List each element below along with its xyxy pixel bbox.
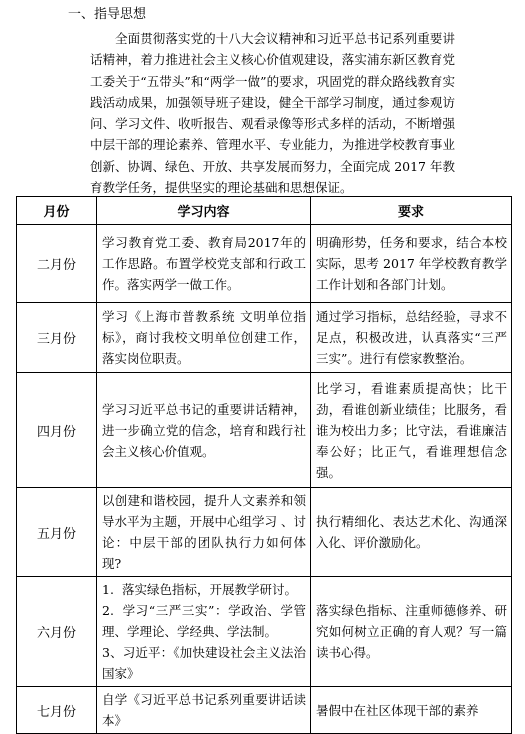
content-item — [102, 642, 306, 684]
content-item — [102, 600, 306, 642]
row-month: 七月份 — [17, 687, 97, 734]
row-requirement: 比学习，看谁素质提高快；比干劲，看谁创新业绩佳；比服务，看谁为校出力多；比守法，看谁廉洁奉公好；比正气，看谁理想信念强。 — [311, 373, 512, 488]
row-content: 以创建和谐校园，提升人文素养和领导水平为主题，开展中心组学习 、讨论：中层干部的团队执行力如何体现? — [97, 488, 311, 577]
row-month: 四月份 — [17, 373, 97, 488]
content-item-text: 学习“三严三实”：学政治、学管理、学理论、学经典、学法制。 — [102, 603, 306, 639]
row-requirement: 通过学习指标，总结经验，寻求不足点，积极改进，认真落实“三严三实”。进行有偿家教整治。 — [311, 303, 512, 373]
table-header-row — [17, 197, 512, 225]
row-requirement: 落实绿色指标、注重师德修养、研究如何树立正确的育人观？写一篇读书心得。 — [311, 577, 512, 687]
content-item-number: 3、 — [102, 645, 123, 660]
table-row — [17, 373, 512, 488]
content-item-number: 1. — [102, 582, 114, 597]
section-heading: 一、指导思想 — [68, 7, 147, 22]
header-requirement: 要求 — [311, 197, 512, 225]
row-content-list — [97, 577, 311, 687]
row-content: 自学《习近平总书记系列重要讲话读本》 — [97, 687, 311, 734]
row-requirement: 暑假中在社区体现干部的素养 — [311, 687, 512, 734]
table-row — [17, 577, 512, 687]
guiding-paragraph: 全面贯彻落实党的十八大会议精神和习近平总书记系列重要讲话精神，着力推进社会主义核心价值观建设，落实浦东新区教育党工委关于“五带头”和“两学一做”的要求，巩固党的群众路线教育实践活动成果，加强领导班子建设，健全干部学习制度，通过参观访问、学习文件、收听报告、观看录像等形式多样的活动，不断增强中层干部的理论素养、管理水平、专业能力，为推进学校教育事业创新、协调、绿色、开放、共享发展而努力，全面完成 2017 年教育教学任务，提供坚实的理论基础和思想保证。 — [90, 31, 455, 196]
content-item-number: 2. — [102, 603, 114, 618]
table-row — [17, 687, 512, 734]
row-month: 二月份 — [17, 225, 97, 303]
study-plan-table — [16, 196, 512, 734]
content-item — [102, 579, 306, 600]
table-row — [17, 225, 512, 303]
row-month: 三月份 — [17, 303, 97, 373]
content-item-text: 落实绿色指标，开展教学研讨。 — [122, 582, 298, 597]
row-month: 六月份 — [17, 577, 97, 687]
row-content: 学习习近平总书记的重要讲话精神，进一步确立党的信念，培育和践行社会主义核心价值观。 — [97, 373, 311, 488]
content-item-text: 习近平：《加快建设社会主义法治国家》 — [102, 645, 306, 681]
row-content: 学习教育党工委、教育局2017年的工作思路。布置学校党支部和行政工作。落实两学一做工作。 — [97, 225, 311, 303]
header-content: 学习内容 — [97, 197, 311, 225]
row-requirement: 执行精细化、表达艺术化、沟通深入化、评价激励化。 — [311, 488, 512, 577]
row-requirement: 明确形势，任务和要求，结合本校实际，思考 2017 年学校教育教学工作计划和各部门计划。 — [311, 225, 512, 303]
table-row — [17, 303, 512, 373]
row-month: 五月份 — [17, 488, 97, 577]
header-month: 月份 — [17, 197, 97, 225]
table-row — [17, 488, 512, 577]
row-content: 学习《上海市普教系统 文明单位指标》，商讨我校文明单位创建工作，落实岗位职责。 — [97, 303, 311, 373]
